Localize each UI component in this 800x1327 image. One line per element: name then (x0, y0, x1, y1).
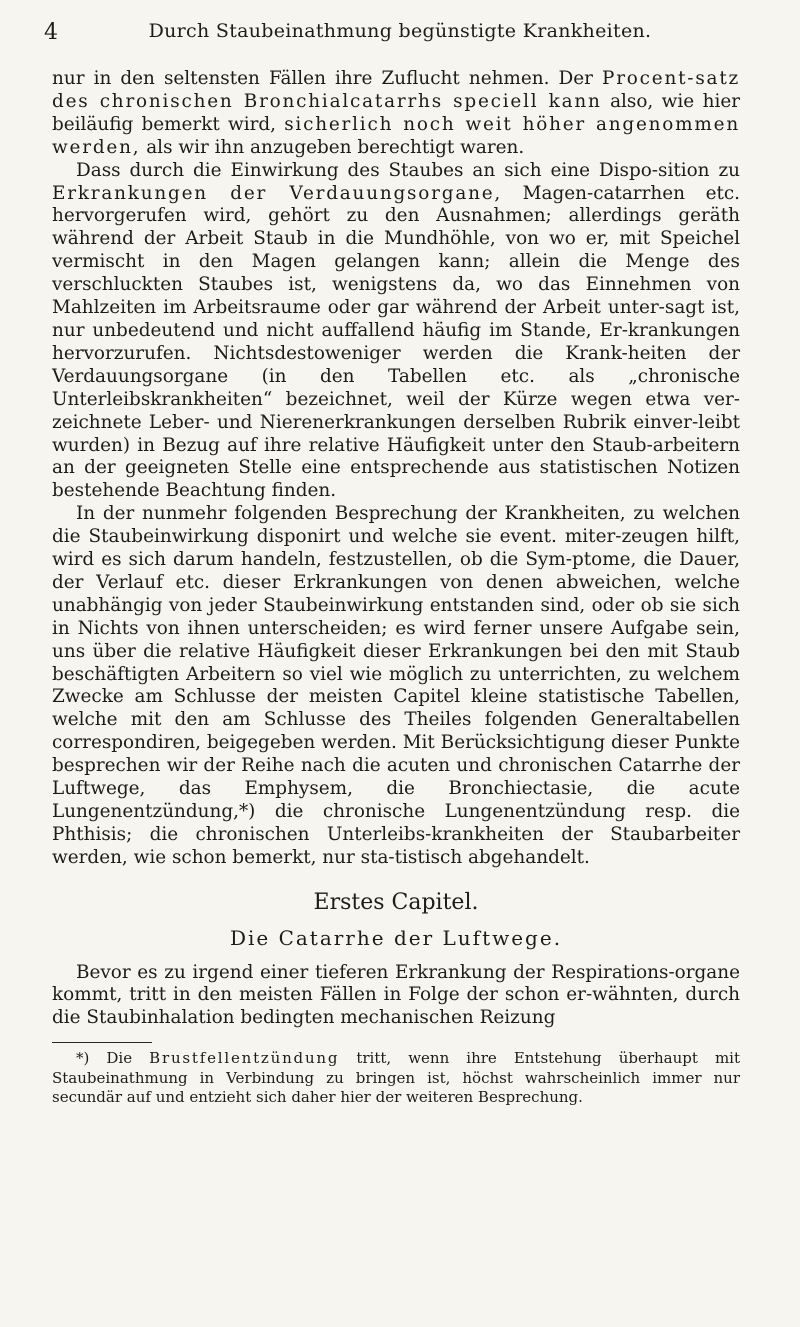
running-title: Durch Staubeinathmung begünstigte Krankheiten. (148, 20, 652, 42)
page-header (44, 20, 756, 50)
footnote-divider (52, 1042, 152, 1043)
footnote: *) Die Brustfellentzündung tritt, wenn ihre Entstehung überhaupt mit Staubeinathmung in Verbindung zu bringen ist, höchst wahrscheinlich immer nur secundär auf und entzieht sich daher hier der weiteren Besprechung. (52, 1049, 740, 1107)
paragraph-3: In der nunmehr folgenden Besprechung der Krankheiten, zu welchen die Staubeinwirkung disponirt und welche sie event. miter-zeugen hilft, wird es sich darum handeln, festzustellen, ob die Sym-ptome, die Dauer, der Verlauf etc. dieser Erkrankungen von denen abweichen, welche unabhängig von jeder Staubeinwirkung entstanden sind, oder ob sie sich in Nichts von ihnen unterscheiden; es wird ferner unsere Aufgabe sein, uns über die relative Häufigkeit dieser Erkrankungen bei den mit Staub beschäftigten Arbeitern so viel wie möglich zu unterrichten, zu welchem Zwecke am Schlusse der meisten Capitel kleine statistische Tabellen, welche mit den am Schlusse des Theiles folgenden Generaltabellen correspondiren, beigegeben werden. Mit Berücksichtigung dieser Punkte besprechen wir der Reihe nach die acuten und chronischen Catarrhe der Luftwege, das Emphysem, die Bronchiectasie, die acute Lungenentzündung,*) die chronische Lungenentzündung resp. die Phthisis; die chronischen Unterleibs-krankheiten der Staubarbeiter werden, wie schon bemerkt, nur sta-tistisch abgehandelt. (52, 503, 740, 868)
body-text (52, 68, 740, 1108)
paragraph-1: nur in den seltensten Fällen ihre Zuflucht nehmen. Der Procent-satz des chronischen Bronchialcatarrhs speciell kann also, wie hier beiläufig bemerkt wird, sicherlich noch weit höher angenommen werden, als wir ihn anzugeben berechtigt waren. (52, 68, 740, 158)
paragraph-4: Bevor es zu irgend einer tieferen Erkrankung der Respirations-organe kommt, tritt in den meisten Fällen in Folge der schon er-wähnten, durch die Staubinhalation bedingten mechanischen Reizung (52, 961, 740, 1029)
section-title: Die Catarrhe der Luftwege. (229, 925, 563, 950)
paragraph-2: Dass durch die Einwirkung des Staubes an sich eine Dispo-sition zu Erkrankungen der Verdauungsorgane, Magen-catarrhen etc. hervorgerufen wird, gehört zu den Ausnahmen; allerdings geräth während der Arbeit Staub in die Mundhöhle, von wo er, mit Speichel vermischt in den Magen gelangen kann; allein die Menge des verschluckten Staubes ist, wenigstens da, wo das Einnehmen von Mahlzeiten im Arbeitsraume oder gar während der Arbeit unter-sagt ist, nur unbedeutend und nicht auffallend häufig im Stande, Er-krankungen hervorzurufen. Nichtsdestoweniger werden die Krank-heiten der Verdauungsorgane (in den Tabellen etc. als „chronische Unterleibskrankheiten“ bezeichnet, weil der Kürze wegen etwa ver-zeichnete Leber- und Nierenerkrankungen derselben Rubrik einver-leibt wurden) in Bezug auf ihre relative Häufigkeit unter den Staub-arbeitern an der geeigneten Stelle eine entsprechende aus statistischen Notizen bestehende Beachtung finden. (52, 159, 740, 502)
page-number: 4 (44, 20, 58, 45)
chapter-title: Erstes Capitel. (313, 889, 479, 915)
